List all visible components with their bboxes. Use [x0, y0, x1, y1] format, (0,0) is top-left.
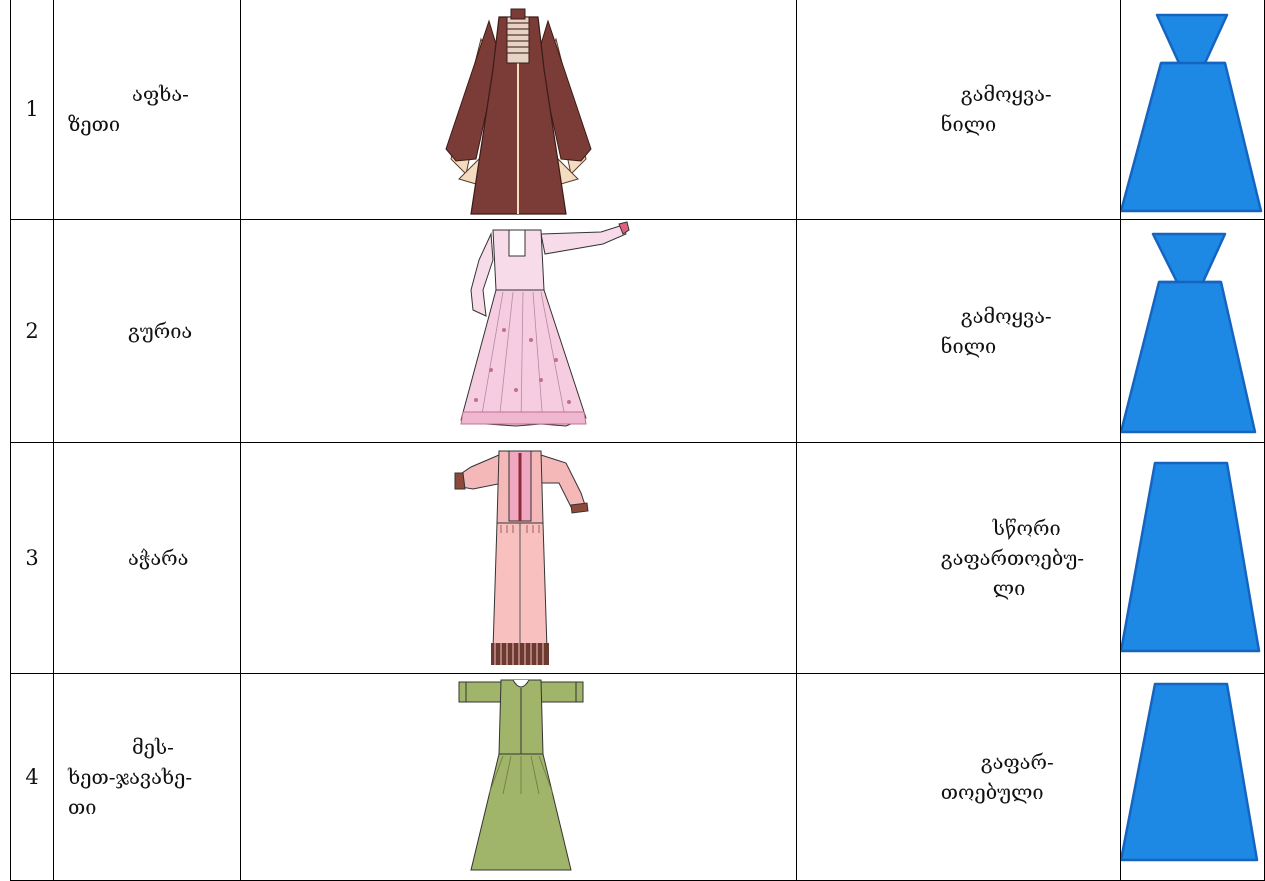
shape-cell: [1120, 443, 1264, 674]
silhouette-line: თოებული: [940, 780, 1044, 804]
shape-cell: [1120, 220, 1264, 443]
row-number: 1: [11, 0, 54, 220]
fitted-dress-pink-floral-icon: [241, 220, 796, 442]
dress-image-cell: [240, 674, 796, 881]
dress-image-cell: [240, 0, 796, 220]
silhouette-line: ნილი: [940, 334, 997, 358]
row-number: 2: [11, 220, 54, 443]
region-cell: [54, 220, 241, 443]
shape-cell: [1120, 0, 1264, 220]
silhouette-line: ნილი: [940, 112, 997, 136]
straight-dress-pink-icon: [241, 443, 796, 673]
region-cell: [54, 0, 241, 220]
dress-image-cell: [240, 220, 796, 443]
shape-cell: [1120, 674, 1264, 881]
silhouette-cell: [796, 443, 1120, 674]
silhouette-line: გამოყვა-: [960, 82, 1052, 106]
costume-table: [10, 0, 1265, 881]
silhouette-cell: [796, 220, 1120, 443]
hourglass-silhouette-icon: [1121, 220, 1264, 442]
region-line: ზეთი: [68, 112, 121, 136]
dress-image-cell: [240, 443, 796, 674]
flared-dress-green-icon: [241, 674, 796, 880]
silhouette-line: გაფართოებუ-: [940, 546, 1085, 570]
trapezoid-silhouette-icon: [1121, 443, 1264, 673]
region-line: ხეთ-ჯავახე-: [68, 765, 193, 789]
table-row: [11, 220, 1265, 443]
region-line: თი: [68, 795, 97, 819]
fitted-dress-brown-icon: [241, 0, 796, 219]
table-row: [11, 443, 1265, 674]
region-line: აჭარა: [128, 546, 189, 570]
silhouette-cell: [796, 0, 1120, 220]
region-line: აფხა-: [132, 82, 189, 106]
silhouette-cell: [796, 674, 1120, 881]
hourglass-silhouette-icon: [1121, 0, 1264, 219]
silhouette-line: სწორი: [992, 516, 1061, 540]
table-row: [11, 674, 1265, 881]
region-line: მეს-: [132, 735, 174, 759]
silhouette-line: ლი: [992, 576, 1026, 600]
trapezoid-silhouette-icon: [1121, 674, 1264, 880]
silhouette-line: გამოყვა-: [960, 304, 1052, 328]
table-row: [11, 0, 1265, 220]
row-number: 4: [11, 674, 54, 881]
region-cell: [54, 443, 241, 674]
region-cell: [54, 674, 241, 881]
row-number: 3: [11, 443, 54, 674]
region-line: გურია: [128, 319, 193, 343]
silhouette-line: გაფარ-: [980, 750, 1054, 774]
